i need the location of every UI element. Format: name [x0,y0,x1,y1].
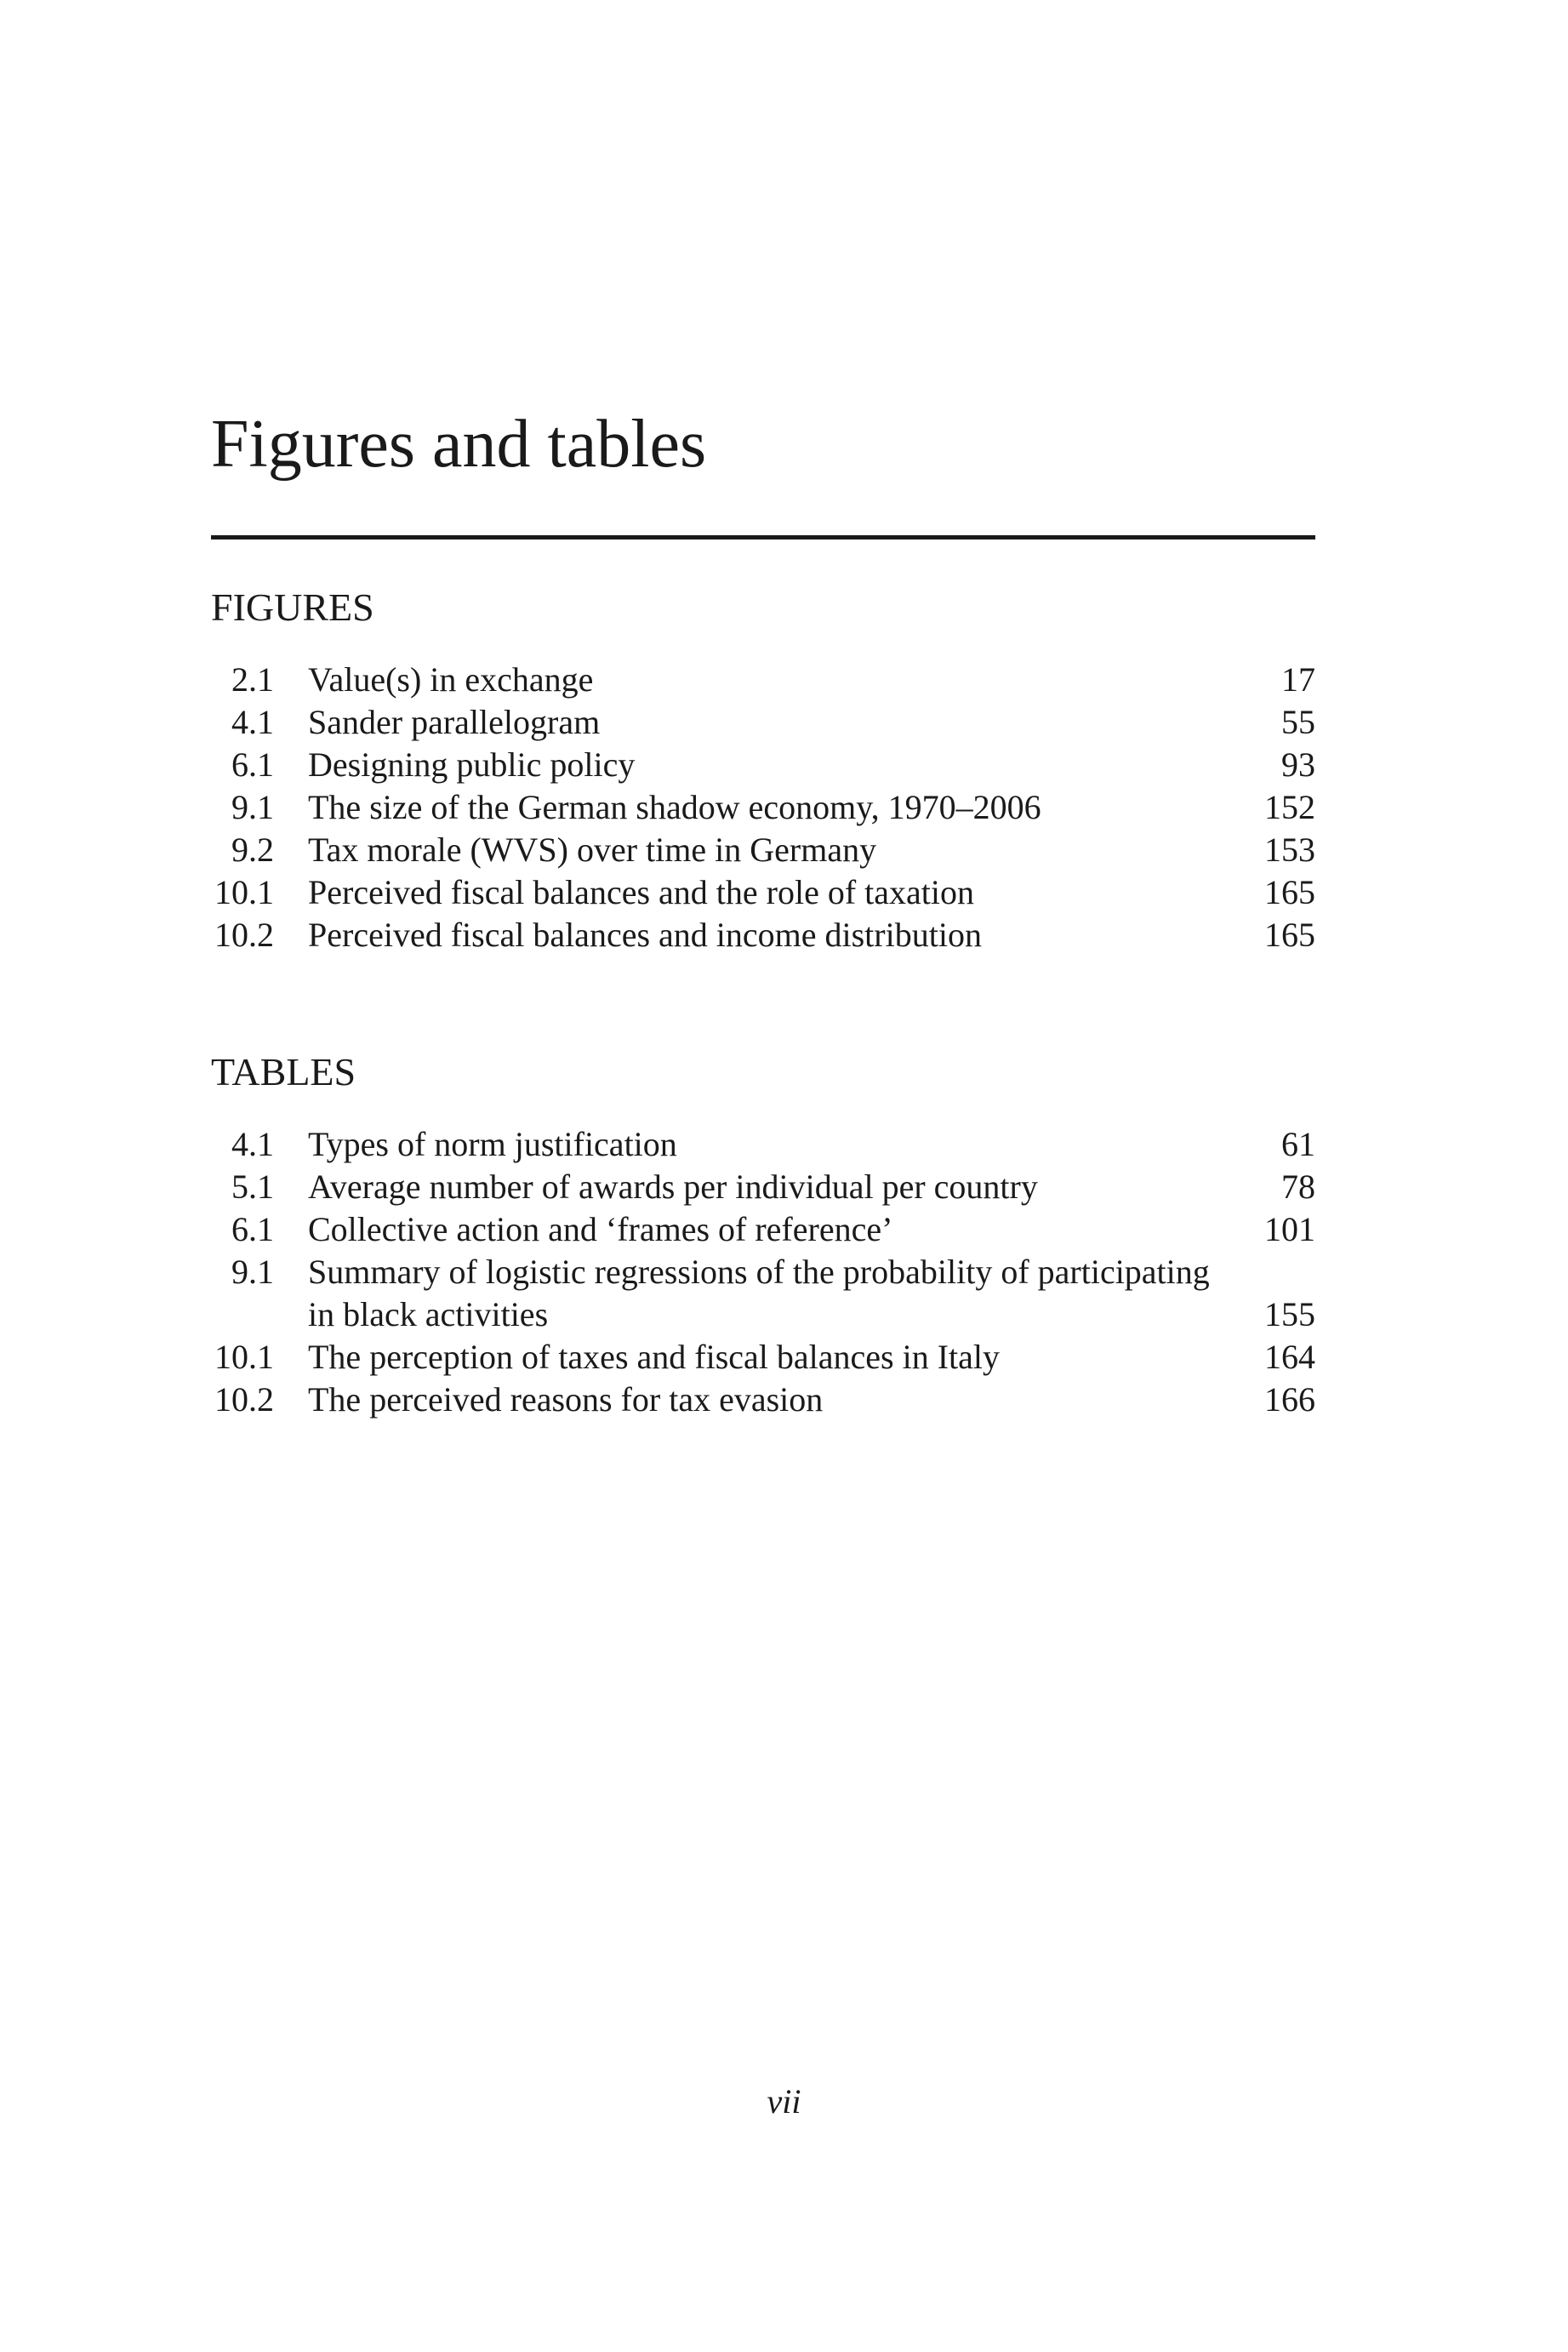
figure-entry [211,829,1315,871]
table-number: 5.1 [231,1167,274,1206]
figures-list [211,659,1315,956]
figure-title: Sander parallelogram [308,703,601,741]
figure-entry [211,871,1315,914]
table-page: 101 [1264,1210,1315,1248]
figure-entry [211,914,1315,956]
table-entry [211,1251,1315,1336]
table-entry [211,1379,1315,1421]
page-title: Figures and tables [211,407,707,482]
figure-title: Designing public policy [308,745,636,784]
table-number: 4.1 [231,1125,274,1163]
figure-title: Perceived fiscal balances and income distribution [308,916,982,954]
table-title: Collective action and ‘frames of reference’ [308,1210,893,1248]
figure-title: Value(s) in exchange [308,660,594,699]
figure-entry [211,701,1315,744]
figures-section [211,582,1315,956]
page-number: vii [767,2082,801,2121]
figure-page: 17 [1281,660,1315,699]
figure-entry [211,786,1315,829]
figure-title: Perceived fiscal balances and the role of taxation [308,873,974,911]
figure-number: 2.1 [231,660,274,699]
figure-page: 165 [1264,916,1315,954]
figure-number: 9.2 [231,831,274,869]
figure-number: 4.1 [231,703,274,741]
table-number: 10.2 [214,1380,274,1419]
figure-page: 165 [1264,873,1315,911]
table-title: Average number of awards per individual per country [308,1167,1038,1206]
figure-page: 153 [1264,831,1315,869]
title-rule [211,535,1315,539]
table-entry [211,1208,1315,1251]
table-page: 166 [1264,1380,1315,1419]
table-number: 6.1 [231,1210,274,1248]
figure-page: 152 [1264,788,1315,826]
table-title: The perceived reasons for tax evasion [308,1380,824,1419]
figures-heading: FIGURES [211,585,374,629]
table-entry [211,1336,1315,1379]
table-page: 155 [1264,1295,1315,1333]
figure-entry [211,659,1315,701]
figure-number: 6.1 [231,745,274,784]
table-page: 78 [1281,1167,1315,1206]
figure-title: The size of the German shadow economy, 1970–2006 [308,788,1041,826]
figure-number: 10.1 [214,873,274,911]
table-title: Types of norm justification [308,1125,677,1163]
figure-entry [211,744,1315,786]
figure-title: Tax morale (WVS) over time in Germany [308,831,877,869]
table-page: 61 [1281,1125,1315,1163]
table-entry [211,1166,1315,1208]
table-number: 9.1 [231,1253,274,1291]
tables-list [211,1123,1315,1421]
table-page: 164 [1264,1338,1315,1376]
figure-number: 9.1 [231,788,274,826]
table-number: 10.1 [214,1338,274,1376]
figure-page: 93 [1281,745,1315,784]
table-title: Summary of logistic regressions of the probability of participating in black activities [308,1253,1210,1333]
table-entry [211,1123,1315,1166]
tables-heading: TABLES [211,1050,356,1093]
figure-number: 10.2 [214,916,274,954]
table-title: The perception of taxes and fiscal balances in Italy [308,1338,1000,1376]
figure-page: 55 [1281,703,1315,741]
tables-section [211,1047,1315,1421]
